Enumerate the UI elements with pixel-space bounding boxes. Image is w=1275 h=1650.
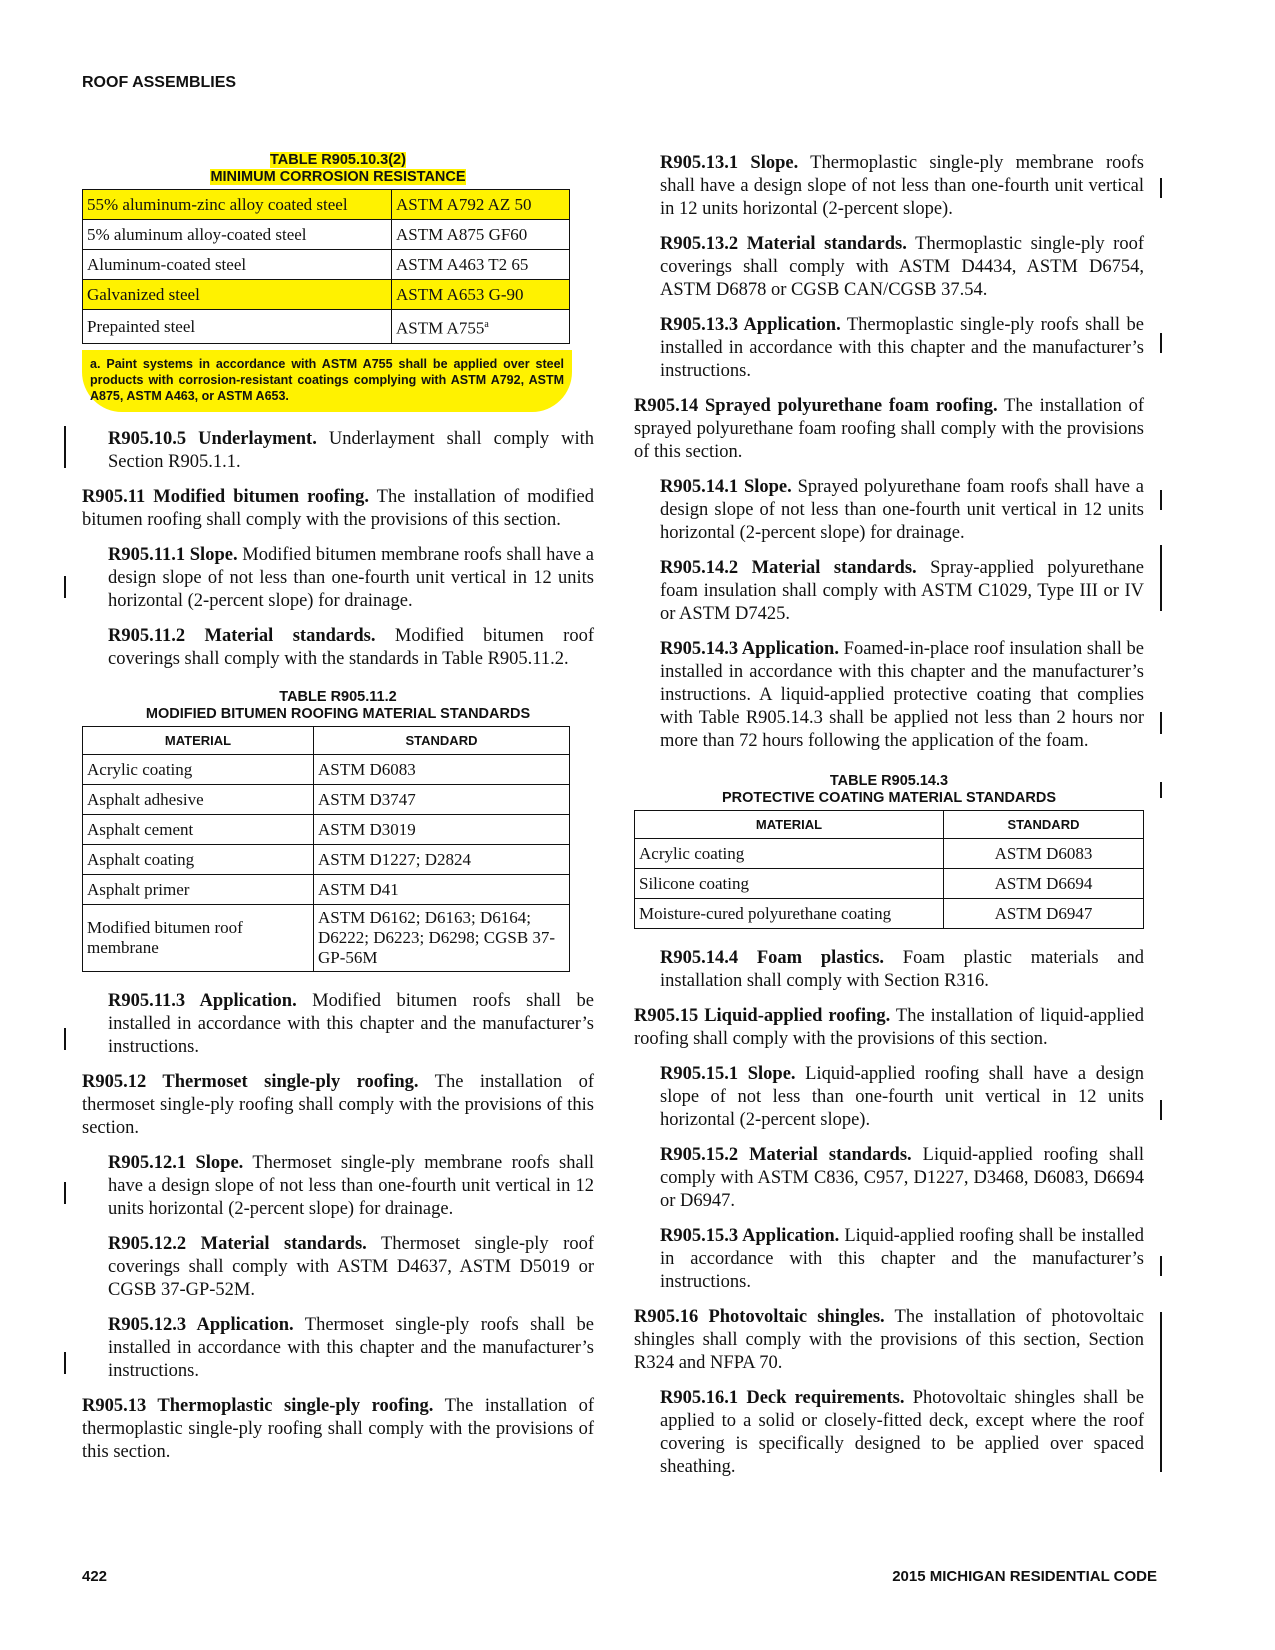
section-text: The installation of liquid-applied roofing shall comply with the provisions of this section. [634,1006,1144,1049]
section-text: Thermoset single-ply roof coverings shall comply with ASTM D4637, ASTM D5019 or CGSB 37-GP-52M. [108,1233,594,1300]
section-r905-11-3 [82,990,594,1059]
table-header: MATERIAL [635,811,944,839]
section-text: Modified bitumen membrane roofs shall have a design slope of not less than one-fourth unit vertical in 12 units horizontal (2-percent slope) for drainage. [108,544,594,611]
table1-footnote: a. Paint systems in accordance with ASTM A755 shall be applied over steel products with corrosion-resistant coatings complying with ASTM A792, ASTM A875, ASTM A463, or ASTM A653. [82,350,572,412]
table-cell: 5% aluminum alloy-coated steel [83,220,392,250]
section-text: Thermoplastic single-ply membrane roofs shall have a design slope of not less than one-fourth unit vertical in 12 units horizontal (2-percent slope). [660,153,1144,219]
section-heading: R905.10.5 Underlayment. [108,428,317,449]
section-heading: R905.11.2 Material standards. [108,625,376,646]
change-bar [1160,333,1162,353]
section-text: Foamed-in-place roof insulation shall be installed in accordance with this chapter and the manufacturer’s instructions. A liquid-applied protective coating that complies with Table R905.14.3 shall be applied not less than 2 hours nor more than 72 hours following the application of the foam. [660,639,1145,751]
section-r905-11-1 [82,544,594,613]
section-text: Modified bitumen roofs shall be installed in accordance with this chapter and the manufacturer’s instructions. [108,990,595,1057]
table-cell: Asphalt primer [83,874,314,904]
section-text: Photovoltaic shingles shall be applied to a solid or closely-fitted deck, except where the roof covering is specifically designed to be applied over spaced sheathing. [660,1388,1144,1477]
change-bar [1160,1100,1162,1120]
section-text: The installation of thermoset single-ply roofing shall comply with the provisions of this section. [82,1071,594,1138]
section-r905-13 [82,1395,594,1464]
table-header: STANDARD [944,811,1144,839]
table2-caption [82,689,594,723]
section-r905-13-1 [634,152,1144,221]
table-row [83,784,570,814]
table-row [635,869,1144,899]
section-r905-12-1 [82,1152,594,1221]
table2-caption-title: MODIFIED BITUMEN ROOFING MATERIAL STANDARDS [145,705,531,722]
section-text: The installation of sprayed polyurethane foam roofing shall comply with the provisions of this section. [634,396,1144,462]
table-cell: ASTM D6083 [944,839,1144,869]
section-heading: R905.13.2 Material standards. [660,234,907,254]
section-r905-16 [634,1306,1144,1375]
table-cell: Acrylic coating [635,839,944,869]
section-heading: R905.15.3 Application. [660,1226,840,1246]
table-cell: ASTM D6694 [944,869,1144,899]
change-bar [64,1182,66,1204]
table-row [83,754,570,784]
section-text: Liquid-applied roofing shall comply with ASTM C836, C957, D1227, D3468, D6083, D6694 or D6947. [660,1145,1144,1211]
change-bar [64,576,66,598]
section-text: The installation of thermoplastic single-ply roofing shall comply with the provisions of this section. [82,1395,594,1462]
table-cell: ASTM D6083 [314,754,570,784]
section-text: The installation of photovoltaic shingles shall comply with the provisions of this section, Section R324 and NFPA 70. [634,1307,1145,1373]
table-cell: ASTM A792 AZ 50 [392,190,570,220]
table-cell: ASTM D3747 [314,784,570,814]
section-r905-14-1 [634,476,1144,545]
table-row [83,844,570,874]
section-heading: R905.14.3 Application. [660,639,839,659]
table-header-row [635,811,1144,839]
left-column [82,152,594,1476]
section-text: Underlayment shall comply with Section R905.1.1. [108,428,594,472]
right-column [634,152,1144,1491]
section-text: Foam plastic materials and installation shall comply with Section R316. [660,948,1144,991]
table-cell: ASTM A463 T2 65 [392,250,570,280]
section-heading: R905.11.3 Application. [108,990,297,1011]
table-cell: ASTM D6947 [944,899,1144,929]
table3-caption-number: TABLE R905.14.3 [829,773,949,789]
table3-caption-title: PROTECTIVE COATING MATERIAL STANDARDS [721,790,1057,806]
table3-caption [634,773,1144,807]
change-bar [1160,782,1162,798]
section-text: Thermoplastic single-ply roofs shall be installed in accordance with this chapter and the manufacturer’s instructions. [660,315,1145,381]
table-cell: Prepainted steel [83,310,392,344]
table-cell-text: ASTM A755 [396,318,485,338]
section-heading: R905.16 Photovoltaic shingles. [634,1307,885,1327]
table-cell: Galvanized steel [83,280,392,310]
section-heading: R905.16.1 Deck requirements. [660,1388,905,1408]
table1 [82,189,570,344]
section-heading: R905.13.1 Slope. [660,153,799,173]
section-heading: R905.12.2 Material standards. [108,1233,367,1254]
section-r905-14-4 [634,947,1144,993]
section-heading: R905.12 Thermoset single-ply roofing. [82,1071,419,1092]
table-header: MATERIAL [83,726,314,754]
section-heading: R905.14.4 Foam plastics. [660,948,885,968]
table-row [83,310,570,344]
section-heading: R905.12.3 Application. [108,1314,294,1335]
table-cell: 55% aluminum-zinc alloy coated steel [83,190,392,220]
table-cell: ASTM A653 G-90 [392,280,570,310]
section-text: Sprayed polyurethane foam roofs shall have a design slope of not less than one-fourth unit vertical in 12 units horizontal (2-percent slope) for drainage. [660,477,1144,543]
section-r905-12 [82,1071,594,1140]
table-cell: Asphalt cement [83,814,314,844]
table-row [83,250,570,280]
running-header: ROOF ASSEMBLIES [82,74,237,91]
section-text: Modified bitumen roof coverings shall comply with the standards in Table R905.11.2. [108,625,594,669]
change-bar [1160,712,1162,734]
section-r905-13-3 [634,314,1144,383]
section-heading: R905.15 Liquid-applied roofing. [634,1006,891,1026]
table-row [83,190,570,220]
footnote-marker: a [484,319,489,330]
section-r905-12-2 [82,1233,594,1302]
table-header-row [83,726,570,754]
change-bar [1160,545,1162,611]
section-r905-12-3 [82,1314,594,1383]
section-r905-14-2 [634,557,1144,626]
running-footer: 2015 MICHIGAN RESIDENTIAL CODE [892,1568,1157,1585]
section-r905-11-2 [82,625,594,671]
table1-caption-title: MINIMUM CORROSION RESISTANCE [210,169,466,185]
change-bar [64,1028,66,1050]
section-heading: R905.11 Modified bitumen roofing. [82,486,369,507]
table2-caption-number: TABLE R905.11.2 [279,688,397,705]
section-r905-14-3 [634,638,1144,753]
section-heading: R905.12.1 Slope. [108,1152,244,1173]
table2 [82,726,570,972]
section-heading: R905.15.2 Material standards. [660,1145,912,1165]
section-heading: R905.11.1 Slope. [108,544,238,565]
section-text: Thermoset single-ply roofs shall be installed in accordance with this chapter and the manufacturer’s instructions. [108,1314,594,1381]
section-heading: R905.13.3 Application. [660,315,841,335]
change-bar [64,426,66,468]
section-heading: R905.13 Thermoplastic single-ply roofing. [82,1395,434,1416]
table-cell: Modified bitumen roof membrane [83,904,314,971]
table-row [83,814,570,844]
section-r905-15-2 [634,1144,1144,1213]
table-cell: Aluminum-coated steel [83,250,392,280]
section-heading: R905.14.2 Material standards. [660,558,917,578]
change-bar [1160,1256,1162,1276]
section-text: The installation of modified bitumen roofing shall comply with the provisions of this section. [82,486,594,530]
table-row [635,839,1144,869]
section-text: Liquid-applied roofing shall be installed in accordance with this chapter and the manufacturer’s instructions. [660,1226,1144,1292]
table1-caption-number: TABLE R905.10.3(2) [270,152,406,168]
section-r905-15-3 [634,1225,1144,1294]
change-bar [1160,178,1162,198]
section-text: Spray-applied polyurethane foam insulation shall comply with ASTM C1029, Type III or IV or ASTM D7425. [660,558,1144,624]
table-cell [392,310,570,344]
section-r905-13-2 [634,233,1144,302]
table-cell: Asphalt adhesive [83,784,314,814]
change-bar [1160,490,1162,510]
table1-caption [82,152,594,186]
table-cell: ASTM D41 [314,874,570,904]
section-r905-14 [634,395,1144,464]
section-text: Liquid-applied roofing shall have a design slope of not less than one-fourth unit vertical in 12 units horizontal (2-percent slope). [660,1064,1144,1130]
section-r905-15-1 [634,1063,1144,1132]
table-row [83,904,570,971]
section-heading: R905.14 Sprayed polyurethane foam roofing. [634,396,998,416]
change-bar [1160,1312,1162,1472]
section-heading: R905.15.1 Slope. [660,1064,796,1084]
table-cell: Acrylic coating [83,754,314,784]
section-r905-11 [82,486,594,532]
section-r905-15 [634,1005,1144,1051]
section-r905-10-5 [82,428,594,474]
table-row [83,280,570,310]
section-text: Thermoplastic single-ply roof coverings shall comply with ASTM D4434, ASTM D6754, ASTM D6878 or CGSB CAN/CGSB 37.54. [660,234,1144,300]
page-number: 422 [82,1568,108,1585]
change-bar [64,1352,66,1374]
table-row [83,220,570,250]
table-cell: Moisture-cured polyurethane coating [635,899,944,929]
table-cell: ASTM D1227; D2824 [314,844,570,874]
section-heading: R905.14.1 Slope. [660,477,792,497]
section-text: Thermoset single-ply membrane roofs shall have a design slope of not less than one-fourth unit vertical in 12 units horizontal (2-percent slope) for drainage. [108,1152,594,1219]
table-cell: Silicone coating [635,869,944,899]
table-row [635,899,1144,929]
table3 [634,810,1144,929]
table-cell: ASTM D6162; D6163; D6164; D6222; D6223; D6298; CGSB 37-GP-56M [314,904,570,971]
table-cell: ASTM D3019 [314,814,570,844]
table-header: STANDARD [314,726,570,754]
table-cell: ASTM A875 GF60 [392,220,570,250]
section-r905-16-1 [634,1387,1144,1479]
table-row [83,874,570,904]
table-cell: Asphalt coating [83,844,314,874]
